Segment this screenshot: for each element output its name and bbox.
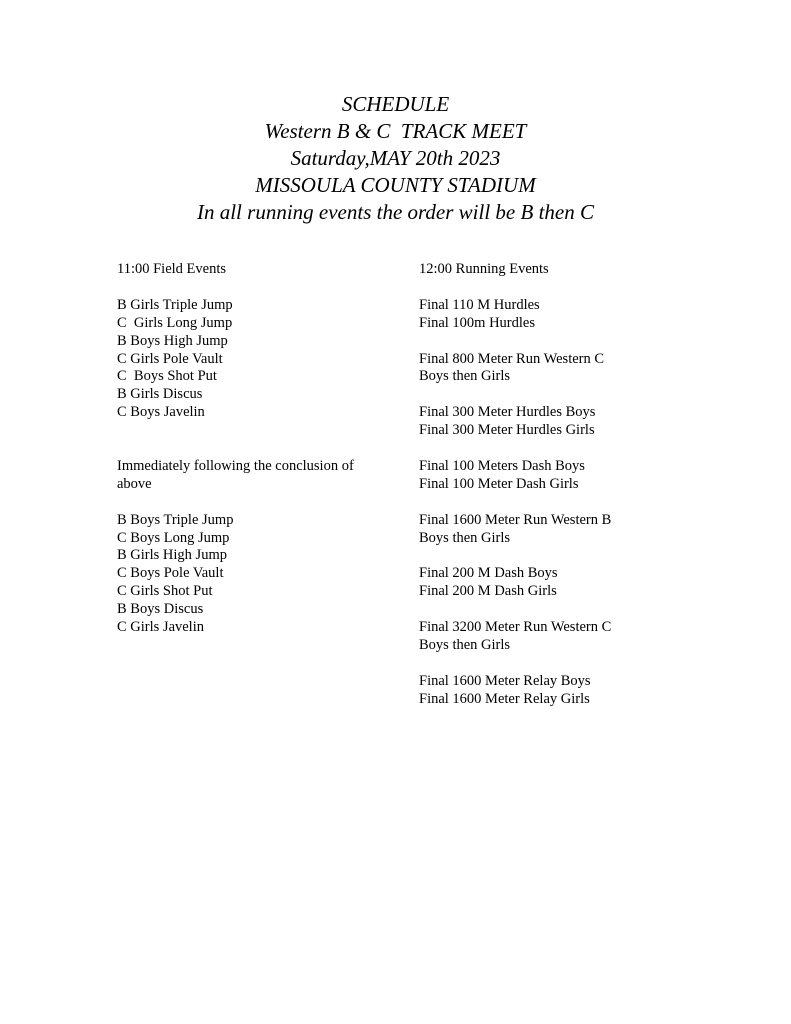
field-event-item: C Girls Javelin <box>117 619 204 636</box>
field-events-heading: 11:00 Field Events <box>117 261 227 277</box>
field-event-item: C Girls Shot Put <box>117 583 213 600</box>
schedule-title: SCHEDULE <box>341 92 450 116</box>
meet-date: Saturday,MAY 20th 2023 <box>290 146 501 170</box>
running-event-item: Final 1600 Meter Relay Girls <box>419 690 590 707</box>
running-event-item: Final 800 Meter Run Western C <box>419 350 605 367</box>
field-event-item: C Boys Shot Put <box>117 368 217 385</box>
running-event-item: Final 110 M Hurdles <box>419 296 540 313</box>
field-event-item: B Boys Triple Jump <box>117 511 234 528</box>
running-event-item: Final 200 M Dash Girls <box>419 583 557 600</box>
running-event-item: Final 100 Meter Dash Girls <box>419 475 579 492</box>
running-event-item: Final 3200 Meter Run Western C <box>419 619 612 636</box>
running-event-item: Final 300 Meter Hurdles Girls <box>419 422 595 439</box>
field-event-item: B Girls High Jump <box>117 547 227 564</box>
running-events-heading: 12:00 Running Events <box>419 261 549 277</box>
field-event-item: C Girls Pole Vault <box>117 350 223 367</box>
transition-note-line1: Immediately following the conclusion of <box>117 457 354 474</box>
running-event-item: Final 200 M Dash Boys <box>419 565 558 582</box>
meet-venue: MISSOULA COUNTY STADIUM <box>255 173 536 197</box>
field-event-item: B Girls Triple Jump <box>117 296 233 313</box>
meet-name: Western B & C TRACK MEET <box>264 119 527 143</box>
running-event-item: Boys then Girls <box>419 636 511 653</box>
running-event-item: Final 100m Hurdles <box>419 314 535 331</box>
field-event-item: B Girls Discus <box>117 386 203 403</box>
running-event-item: Boys then Girls <box>419 529 511 546</box>
running-event-item: Final 300 Meter Hurdles Boys <box>419 404 596 421</box>
field-event-item: C Boys Long Jump <box>117 529 230 546</box>
running-event-item: Final 1600 Meter Run Western B <box>419 511 612 528</box>
running-event-item: Final 100 Meters Dash Boys <box>419 457 585 474</box>
field-events-column <box>117 261 392 637</box>
field-event-item: B Boys Discus <box>117 601 204 618</box>
running-order-note: In all running events the order will be B then C <box>196 200 594 224</box>
schedule-header <box>0 91 791 226</box>
field-event-item: B Boys High Jump <box>117 332 228 349</box>
running-event-item: Boys then Girls <box>419 368 511 385</box>
field-event-item: C Girls Long Jump <box>117 314 233 331</box>
transition-note-line2: above <box>117 475 152 492</box>
running-events-column <box>419 261 659 709</box>
running-event-item: Final 1600 Meter Relay Boys <box>419 672 591 689</box>
field-event-item: C Boys Javelin <box>117 404 205 421</box>
field-event-item: C Boys Pole Vault <box>117 565 224 582</box>
